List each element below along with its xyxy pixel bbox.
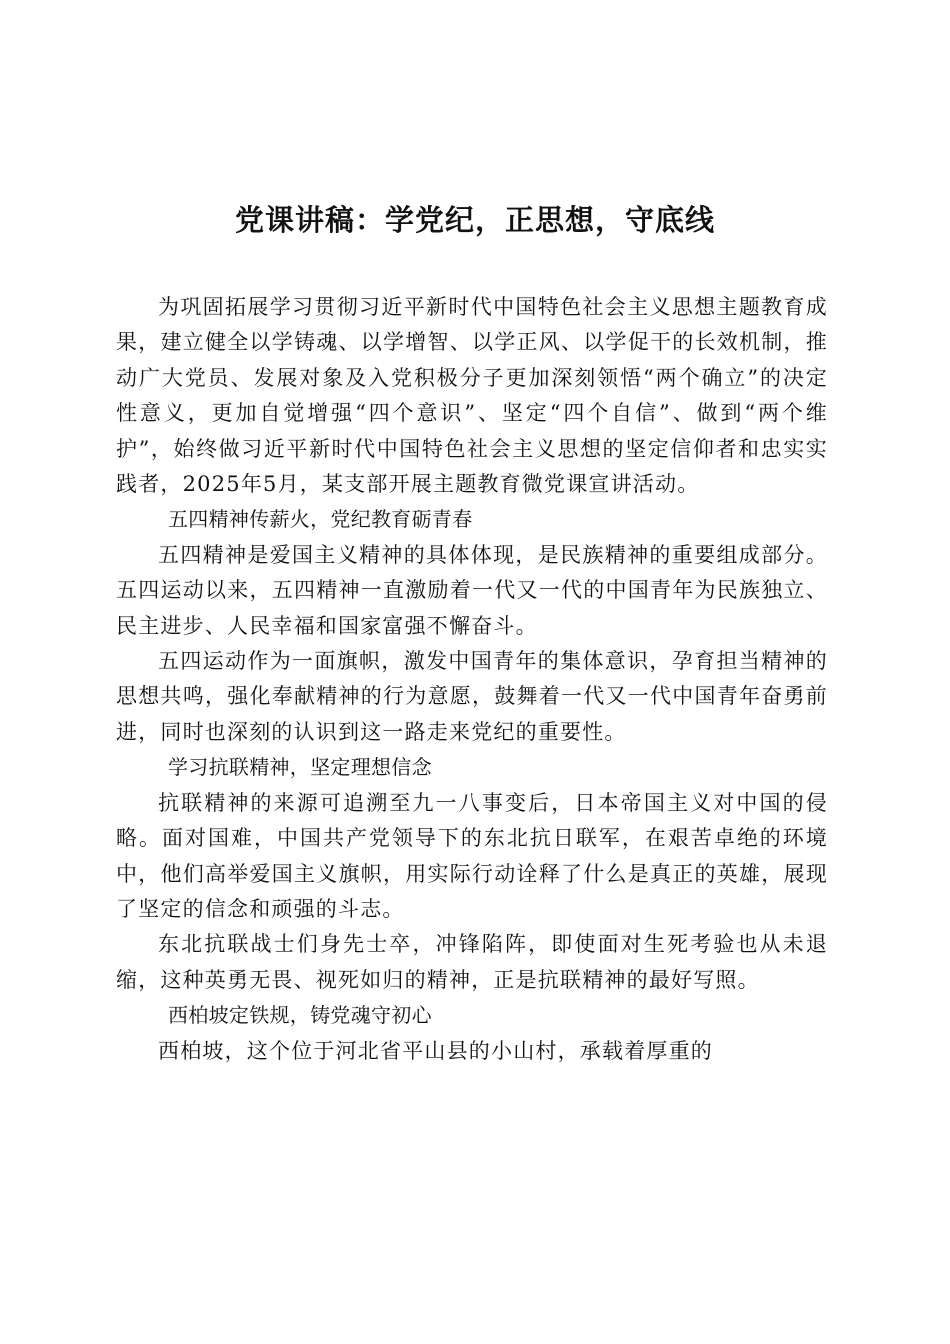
document-body (116, 290, 828, 1069)
document-title: 党课讲稿：学党纪，正思想，守底线 (234, 203, 715, 237)
section-heading-anti-japanese-alliance: 学习抗联精神，坚定理想信念 (168, 755, 432, 780)
paragraph-xibaipo-1: 西柏坡，这个位于河北省平山县的小山村，承载着厚重的 (158, 1038, 713, 1063)
section-heading-may-fourth: 五四精神传薪火，党纪教育砺青春 (168, 507, 473, 532)
paragraph-alliance-1: 抗联精神的来源可追溯至九一八事变后，日本帝国主义对中国的侵略。面对国难，中国共产党领导下的东北抗日联军，在艰苦卓绝的环境中，他们高举爱国主义旗帜，用实际行动诠释了什么是真正的英雄，展现了坚定的信念和顽强的斗志。 (116, 790, 828, 921)
paragraph-intro: 为巩固拓展学习贯彻习近平新时代中国特色社会主义思想主题教育成果，建立健全以学铸魂、以学增智、以学正风、以学促干的长效机制，推动广大党员、发展对象及入党积极分子更加深刻领悟“两个确立”的决定性意义，更加自觉增强“四个意识”、坚定“四个自信”、做到“两个维护”，始终做习近平新时代中国特色社会主义思想的坚定信仰者和忠实实践者，2025年5月，某支部开展主题教育微党课宣讲活动。 (116, 295, 828, 497)
section-heading-xibaipo: 西柏坡定铁规，铸党魂守初心 (168, 1003, 432, 1028)
paragraph-alliance-2: 东北抗联战士们身先士卒，冲锋陷阵，即使面对生死考验也从未退缩，这种英勇无畏、视死如归的精神，正是抗联精神的最好写照。 (116, 932, 828, 992)
paragraph-may-fourth-1: 五四精神是爱国主义精神的具体体现，是民族精神的重要组成部分。五四运动以来，五四精神一直激励着一代又一代的中国青年为民族独立、民主进步、人民幸福和国家富强不懈奋斗。 (116, 542, 828, 638)
paragraph-may-fourth-2: 五四运动作为一面旗帜，激发中国青年的集体意识，孕育担当精神的思想共鸣，强化奉献精神的行为意愿，鼓舞着一代又一代中国青年奋勇前进，同时也深刻的认识到这一路走来党纪的重要性。 (116, 649, 828, 744)
